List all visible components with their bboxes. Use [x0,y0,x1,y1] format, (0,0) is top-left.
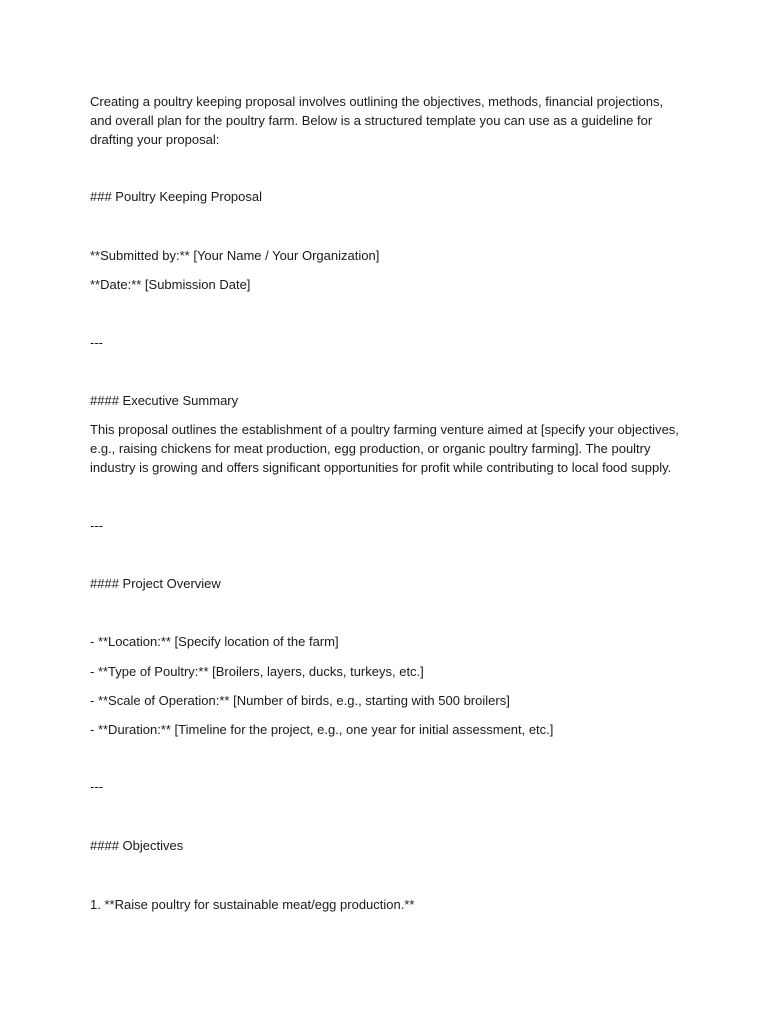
project-overview-heading: #### Project Overview [90,576,221,591]
objective-item-1: 1. **Raise poultry for sustainable meat/egg production.** [90,897,415,912]
objectives-heading: #### Objectives [90,838,184,853]
section-divider: --- [90,518,103,533]
submitted-by-line: **Submitted by:** [Your Name / Your Organization] [90,248,380,263]
date-line: **Date:** [Submission Date] [90,277,251,292]
intro-paragraph: Creating a poultry keeping proposal involves outlining the objectives, methods, financial projections, and overall plan for the poultry farm. Below is a structured template you can use as a guideline for drafting your proposal: [90,94,664,147]
proposal-title: ### Poultry Keeping Proposal [90,189,263,204]
executive-summary-heading: #### Executive Summary [90,393,239,408]
section-divider: --- [90,779,103,794]
overview-item-poultry-type: - **Type of Poultry:** [Broilers, layers, ducks, turkeys, etc.] [90,664,424,679]
section-divider: --- [90,335,103,350]
overview-item-scale: - **Scale of Operation:** [Number of birds, e.g., starting with 500 broilers] [90,693,510,708]
overview-item-duration: - **Duration:** [Timeline for the project, e.g., one year for initial assessment, etc.] [90,722,554,737]
executive-summary-body: This proposal outlines the establishment of a poultry farming venture aimed at [specify your objectives, e.g., raising chickens for meat production, egg production, or organic poultry farming]. The poultry industry is growing and offers significant opportunities for profit while contributing to local food supply. [90,422,679,475]
overview-item-location: - **Location:** [Specify location of the farm] [90,634,339,649]
